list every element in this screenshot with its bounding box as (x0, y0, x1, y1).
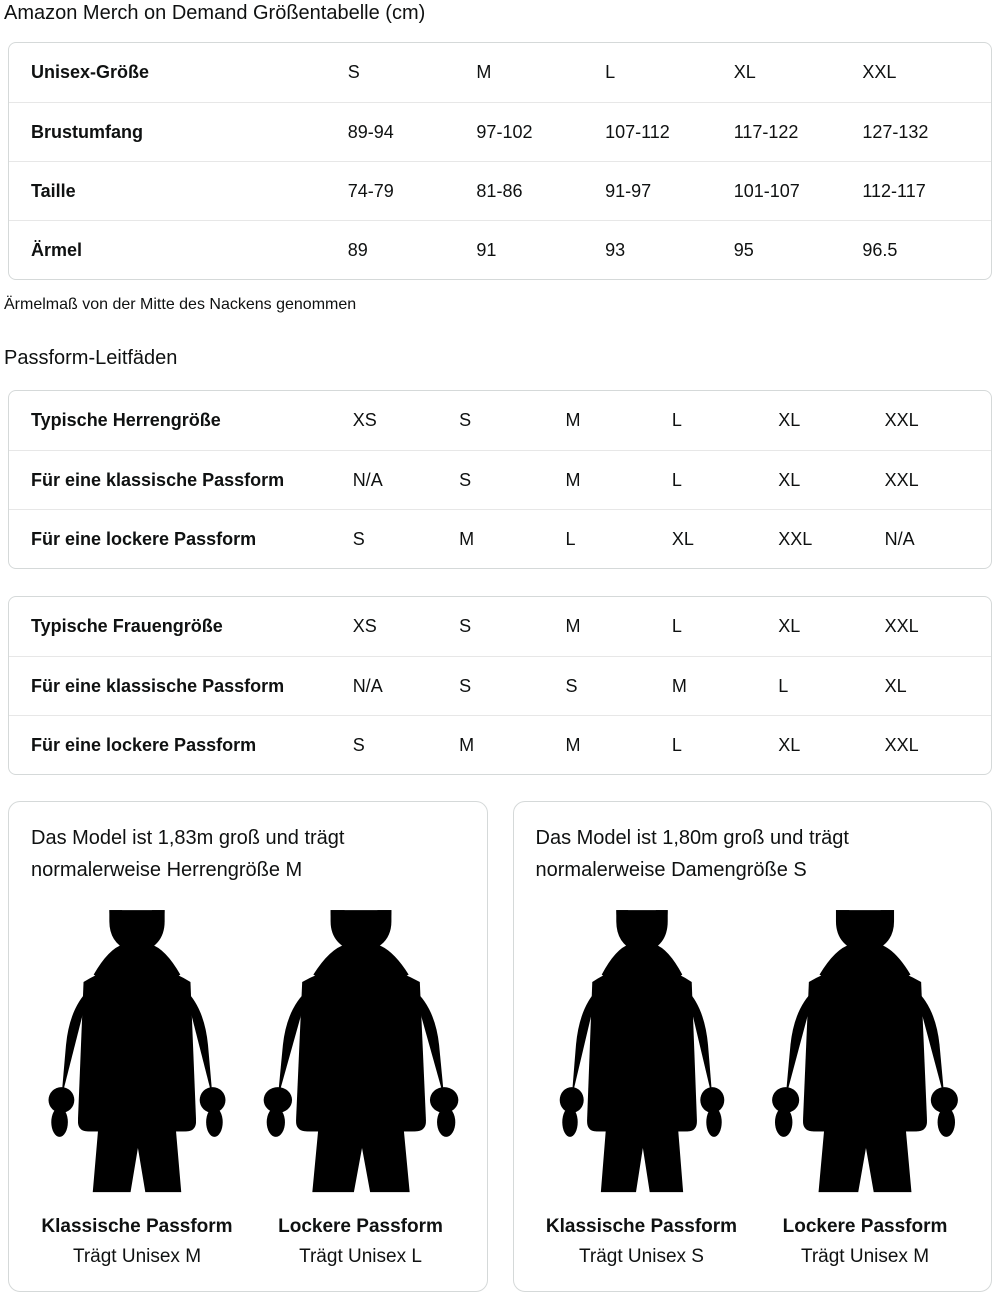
size-label: Trägt Unisex S (579, 1246, 704, 1267)
table-row (9, 220, 991, 279)
row-label: Taille (31, 180, 76, 201)
sleeve-measure-note: Ärmelmaß von der Mitte des Nackens genommen (4, 296, 357, 313)
table-cell: M (671, 675, 687, 696)
table-cell: XXL (884, 410, 919, 430)
table-cell: 97-102 (476, 121, 533, 142)
model-cards (8, 801, 992, 1292)
table-row (9, 391, 991, 450)
table-cell: 91-97 (605, 180, 652, 201)
table-cell: 117-122 (733, 121, 799, 142)
figure-row (31, 900, 467, 1268)
table-cell: XL (778, 616, 801, 636)
fit-label: Lockere Passform (278, 1216, 443, 1237)
fit-label: Klassische Passform (545, 1216, 738, 1237)
row-label: Für eine lockere Passform (31, 528, 257, 549)
table-cell: L (671, 734, 682, 755)
table-cell: XL (778, 734, 801, 755)
row-label: Für eine klassische Passform (31, 675, 285, 696)
table-cell: M (459, 528, 475, 549)
size-label: Trägt Unisex M (800, 1246, 930, 1267)
table-cell: M (565, 410, 581, 430)
page-title: Amazon Merch on Demand Größentabelle (cm) (4, 2, 426, 24)
table-cell: XL (671, 528, 694, 549)
table-cell: XL (733, 62, 756, 82)
male-model-classic-fit-photo (31, 900, 243, 1206)
table-row (9, 656, 991, 715)
row-label: Typische Frauengröße (31, 616, 223, 636)
table-cell: L (671, 469, 682, 490)
table-cell: L (778, 675, 789, 696)
model-description: Das Model ist 1,83m groß und trägt normalerweise Herrengröße M (31, 827, 345, 881)
table-cell: M (565, 616, 581, 636)
table-row (9, 161, 991, 220)
table-cell: S (565, 675, 578, 696)
table-cell: 127-132 (862, 121, 929, 142)
model-figure-loose (255, 900, 467, 1268)
table-cell: XL (778, 469, 801, 490)
table-row (9, 715, 991, 774)
row-label: Für eine klassische Passform (31, 469, 285, 490)
table-cell: M (565, 734, 581, 755)
table-cell: XXL (778, 528, 813, 549)
table-cell: S (347, 62, 360, 82)
row-label: Ärmel (31, 239, 83, 260)
table-cell: L (565, 528, 576, 549)
row-label: Typische Herrengröße (31, 410, 221, 430)
size-label: Trägt Unisex M (72, 1246, 202, 1267)
men-model-card (8, 801, 488, 1292)
fit-guides-title: Passform-Leitfäden (4, 347, 178, 369)
table-cell: 107-112 (605, 121, 670, 142)
row-label: Unisex-Größe (31, 62, 150, 82)
fit-label: Lockere Passform (782, 1216, 948, 1237)
table-cell: M (565, 469, 581, 490)
table-row (9, 43, 991, 102)
table-cell: S (459, 675, 472, 696)
table-cell: 74-79 (347, 180, 394, 201)
model-figure-classic (536, 900, 748, 1268)
row-label: Für eine lockere Passform (31, 734, 257, 755)
figure-row (536, 900, 972, 1268)
table-cell: M (459, 734, 475, 755)
table-cell: N/A (352, 675, 383, 696)
table-cell: S (459, 469, 472, 490)
size-label: Trägt Unisex L (299, 1246, 422, 1267)
table-cell: XS (352, 410, 377, 430)
table-cell: S (459, 616, 472, 636)
row-label: Brustumfang (31, 121, 143, 142)
table-cell: 101-107 (733, 180, 800, 201)
table-cell: S (352, 528, 365, 549)
table-cell: XS (352, 616, 377, 636)
model-figure-loose (759, 900, 971, 1268)
table-cell: 89 (347, 239, 368, 260)
table-cell: N/A (352, 469, 383, 490)
table-cell: XXL (884, 616, 919, 636)
table-cell: 81-86 (476, 180, 523, 201)
table-cell: L (605, 62, 616, 82)
fit-label: Klassische Passform (41, 1216, 233, 1237)
table-cell: 96.5 (862, 239, 898, 260)
table-cell: S (459, 410, 472, 430)
table-row (9, 102, 991, 161)
table-cell: 112-117 (862, 180, 926, 201)
table-cell: XXL (884, 734, 919, 755)
table-cell: XXL (884, 469, 919, 490)
table-cell: 95 (733, 239, 754, 260)
women-model-card (513, 801, 993, 1292)
model-description: Das Model ist 1,80m groß und trägt normalerweise Damengröße S (535, 827, 849, 881)
table-cell: 91 (476, 239, 497, 260)
female-model-classic-fit-photo (536, 900, 748, 1206)
table-row (9, 597, 991, 656)
table-cell: 89-94 (347, 121, 394, 142)
table-cell: XXL (862, 62, 897, 82)
table-cell: XL (884, 675, 907, 696)
women-fit-table (8, 596, 992, 775)
table-row (9, 450, 991, 509)
table-cell: L (671, 410, 682, 430)
table-cell: L (671, 616, 682, 636)
male-model-loose-fit-photo (255, 900, 467, 1206)
table-cell: 93 (605, 239, 626, 260)
unisex-size-table (8, 42, 992, 280)
table-cell: S (352, 734, 365, 755)
table-cell: XL (778, 410, 801, 430)
female-model-loose-fit-photo (759, 900, 971, 1206)
model-figure-classic (31, 900, 243, 1268)
table-cell: M (476, 62, 492, 82)
men-fit-table (8, 390, 992, 569)
table-cell: N/A (884, 528, 915, 549)
table-row (9, 509, 991, 568)
